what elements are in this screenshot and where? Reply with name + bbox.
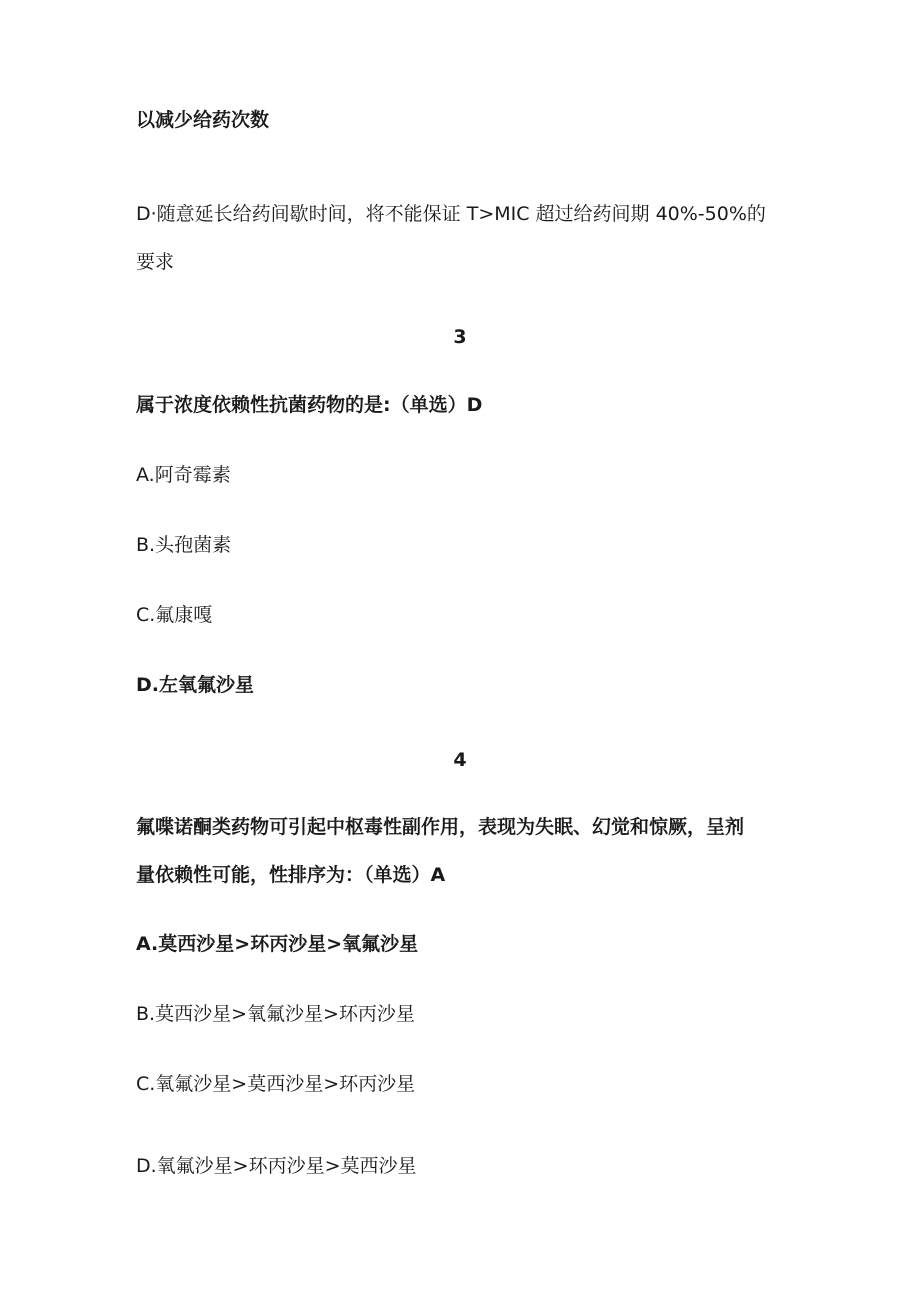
question-3-stem: 属于浓度依赖性抗菌药物的是:（单选）D: [136, 394, 483, 416]
question-4-option-b: B.莫西沙星>氧氟沙星>环丙沙星: [136, 1003, 415, 1025]
question-number-4: 4: [453, 749, 467, 771]
option-d-explanation-line2: 要求: [136, 251, 175, 273]
question-4-option-c: C.氧氟沙星>莫西沙星>环丙沙星: [136, 1073, 416, 1095]
question-3-option-c: C.氟康嘎: [136, 604, 213, 626]
question-4-option-d: D.氧氟沙星>环丙沙星>莫西沙星: [136, 1155, 417, 1177]
question-4-stem-line2: 量依赖性可能，性排序为：（单选）A: [136, 864, 446, 886]
question-3-option-d-correct: D.左氧氟沙星: [136, 674, 254, 696]
question-4-stem-line1: 氟喋诺酮类药物可引起中枢毒性副作用，表现为失眠、幻觉和惊厥，呈剂: [136, 816, 745, 838]
question-number-3: 3: [453, 326, 467, 348]
question-3-option-b: B.头孢菌素: [136, 534, 232, 556]
question-3-option-a: A.阿奇霉素: [136, 464, 231, 486]
question-4-option-a-correct: A.莫西沙星>环丙沙星>氧氟沙星: [136, 933, 419, 955]
option-d-explanation-line1: D·随意延长给药间歇时间，将不能保证 T>MIC 超过给药间期 40%-50%的: [136, 203, 766, 225]
answer-explanation-tail: 以减少给药次数: [136, 109, 270, 131]
